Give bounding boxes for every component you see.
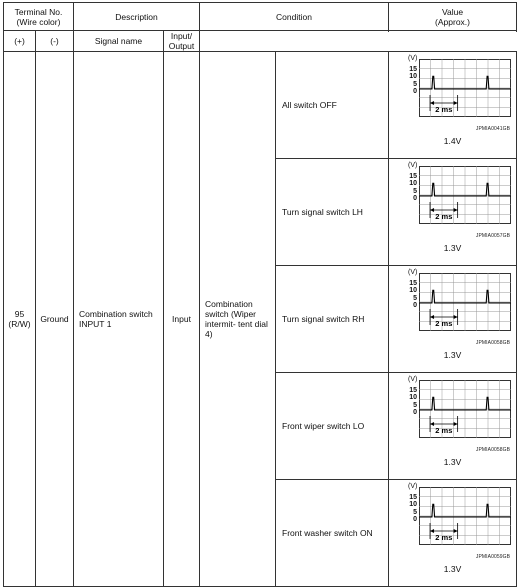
waveform-unit-label: (V) bbox=[408, 162, 418, 169]
input-output-header: Input/ Output bbox=[164, 31, 200, 52]
arrow-right-icon bbox=[454, 315, 458, 319]
condition-cell-3: Front wiper switch LO bbox=[276, 373, 389, 480]
y-tick-label: 5 bbox=[413, 401, 418, 409]
y-tick-label: 0 bbox=[413, 302, 418, 309]
y-tick-label: 15 bbox=[409, 173, 418, 180]
signal-name-cell: Combination switch INPUT 1 bbox=[74, 52, 164, 587]
value-reading: 1.3V bbox=[443, 243, 462, 253]
waveform-plot bbox=[419, 380, 511, 438]
value-reading: 1.3V bbox=[443, 350, 462, 360]
y-tick-label: 10 bbox=[409, 180, 418, 188]
value-reading: 1.3V bbox=[443, 564, 462, 574]
condition-cell-1: Turn signal switch LH bbox=[276, 159, 389, 266]
y-tick-label: 15 bbox=[409, 66, 418, 73]
waveform-unit-label: (V) bbox=[408, 483, 418, 490]
figure-code: JPMIA0058GB bbox=[475, 340, 511, 346]
terminal-plus-cell: 95 (R/W) bbox=[4, 52, 36, 587]
value-cell-3 bbox=[389, 373, 517, 480]
terminal-no-label: Terminal No. bbox=[14, 6, 63, 17]
time-scale-label: 2 ms bbox=[435, 319, 453, 328]
value-label: Value bbox=[441, 6, 464, 17]
figure-code: JPMIA0057GB bbox=[475, 233, 511, 239]
y-tick-label: 5 bbox=[413, 294, 418, 302]
waveform-unit-label: (V) bbox=[408, 269, 418, 276]
y-tick-label: 10 bbox=[409, 394, 418, 402]
value-cell-2 bbox=[389, 266, 517, 373]
y-tick-label: 5 bbox=[413, 80, 418, 88]
waveform-plot bbox=[419, 273, 511, 331]
y-tick-label: 10 bbox=[409, 73, 418, 81]
condition-cell-2: Turn signal switch RH bbox=[276, 266, 389, 373]
figure-code: JPMIA0059GB bbox=[475, 554, 511, 560]
arrow-right-icon bbox=[454, 208, 458, 212]
terminal-spec-table bbox=[3, 2, 517, 587]
figure-code: JPMIA0041GB bbox=[475, 126, 511, 132]
arrow-right-icon bbox=[454, 422, 458, 426]
time-scale-label: 2 ms bbox=[435, 105, 453, 114]
y-tick-label: 0 bbox=[413, 195, 418, 202]
approx-label: (Approx.) bbox=[435, 16, 470, 27]
y-tick-label: 15 bbox=[409, 387, 418, 394]
condition-main-cell: Combination switch (Wiper intermit- tent dial 4) bbox=[200, 52, 276, 587]
waveform-plot bbox=[419, 59, 511, 117]
minus-header: (-) bbox=[36, 31, 74, 52]
value-cell-1 bbox=[389, 159, 517, 266]
arrow-right-icon bbox=[454, 101, 458, 105]
time-scale-label: 2 ms bbox=[435, 212, 453, 221]
y-tick-label: 15 bbox=[409, 280, 418, 287]
value-header bbox=[389, 3, 517, 31]
y-tick-label: 0 bbox=[413, 88, 418, 95]
y-tick-label: 15 bbox=[409, 494, 418, 501]
io-cell: Input bbox=[164, 52, 200, 587]
waveform-plot bbox=[419, 487, 511, 545]
waveform-unit-label: (V) bbox=[408, 55, 418, 62]
value-cell-4 bbox=[389, 480, 517, 587]
value-cell-0 bbox=[389, 52, 517, 159]
signal-name-header: Signal name bbox=[74, 31, 164, 52]
figure-code: JPMIA0058GB bbox=[475, 447, 511, 453]
condition-cell-4: Front washer switch ON bbox=[276, 480, 389, 587]
y-tick-label: 0 bbox=[413, 516, 418, 523]
y-tick-label: 5 bbox=[413, 187, 418, 195]
terminal-no-header bbox=[4, 3, 74, 31]
value-reading: 1.3V bbox=[443, 457, 462, 467]
time-scale-label: 2 ms bbox=[435, 426, 453, 435]
terminal-minus-cell: Ground bbox=[36, 52, 74, 587]
plus-header: (+) bbox=[4, 31, 36, 52]
wire-color-label: (Wire color) bbox=[16, 16, 61, 27]
waveform-unit-label: (V) bbox=[408, 376, 418, 383]
condition-cell-0: All switch OFF bbox=[276, 52, 389, 159]
y-tick-label: 10 bbox=[409, 501, 418, 509]
value-reading: 1.4V bbox=[443, 136, 462, 146]
y-tick-label: 10 bbox=[409, 287, 418, 295]
waveform-plot bbox=[419, 166, 511, 224]
condition-header: Condition bbox=[200, 3, 389, 31]
table-row bbox=[4, 52, 517, 159]
description-header: Description bbox=[74, 3, 200, 31]
y-tick-label: 0 bbox=[413, 409, 418, 416]
time-scale-label: 2 ms bbox=[435, 533, 453, 542]
arrow-right-icon bbox=[454, 529, 458, 533]
y-tick-label: 5 bbox=[413, 508, 418, 516]
